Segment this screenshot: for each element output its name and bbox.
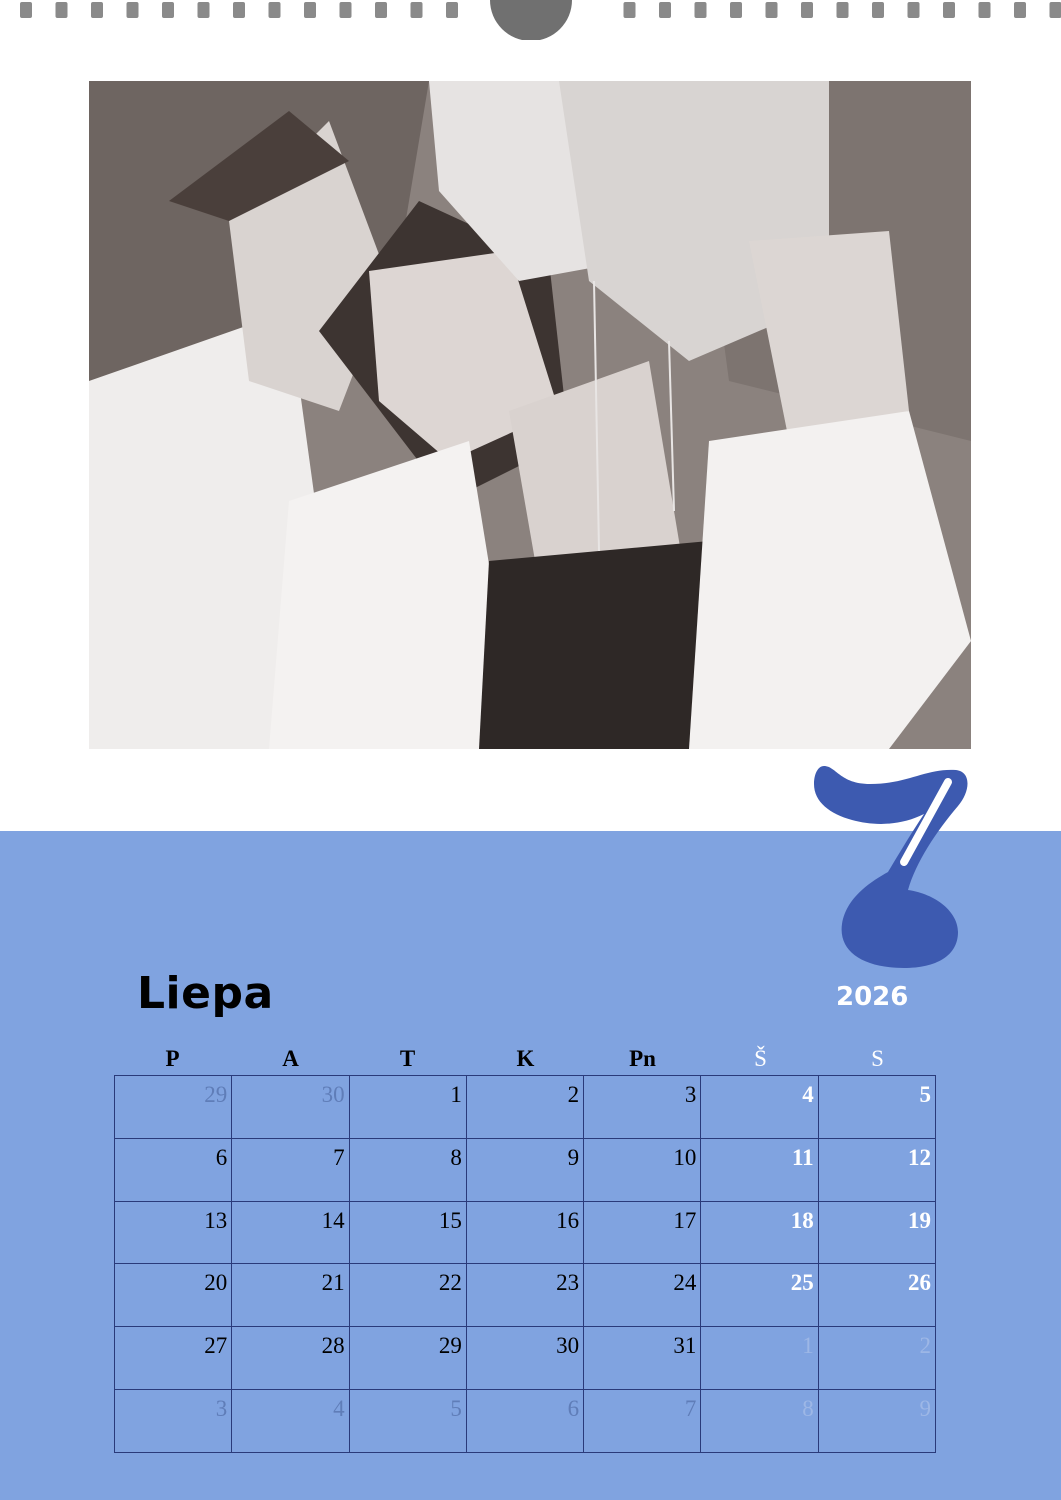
day-cell: 4 [232,1390,349,1453]
day-cell: 25 [701,1264,818,1327]
day-cell: 3 [584,1076,701,1139]
binding-ring [20,2,32,18]
year-label: 2026 [836,982,909,1012]
binding-ring [695,2,707,18]
day-cell: 1 [349,1076,466,1139]
binding-ring [340,2,352,18]
day-cell: 22 [349,1264,466,1327]
day-cell: 24 [584,1264,701,1327]
weekday-header: P [165,1046,180,1071]
weekday-header: A [282,1046,299,1071]
binding-ring [269,2,281,18]
family-photo [89,81,971,749]
weekday-header: S [871,1046,884,1071]
spiral-binding [0,0,1061,40]
day-cell: 27 [115,1327,232,1390]
day-cell: 26 [818,1264,935,1327]
month-name: Liepa [137,968,274,1019]
day-cell: 6 [115,1138,232,1201]
day-cell: 29 [349,1327,466,1390]
hanger-notch [490,0,572,40]
week-row [115,1138,936,1201]
day-cell: 7 [584,1390,701,1453]
day-cell: 8 [349,1138,466,1201]
day-cell: 8 [701,1390,818,1453]
day-cell: 4 [701,1076,818,1139]
binding-ring [659,2,671,18]
binding-ring [304,2,316,18]
binding-ring [375,2,387,18]
day-cell: 29 [115,1076,232,1139]
day-cell: 16 [466,1201,583,1264]
day-cell: 21 [232,1264,349,1327]
day-cell: 15 [349,1201,466,1264]
binding-ring [1050,2,1061,18]
binding-ring [198,2,210,18]
month-number-graphic [808,762,970,968]
calendar-grid [114,1075,936,1453]
week-row [115,1076,936,1139]
day-cell: 5 [349,1390,466,1453]
day-cell: 2 [818,1327,935,1390]
week-row [115,1327,936,1390]
day-cell: 13 [115,1201,232,1264]
binding-ring [1014,2,1026,18]
binding-ring [446,2,458,18]
day-cell: 7 [232,1138,349,1201]
binding-ring [872,2,884,18]
day-cell: 23 [466,1264,583,1327]
week-row [115,1390,936,1453]
weekday-header: K [516,1046,535,1071]
weekday-header: T [399,1046,416,1071]
day-cell: 28 [232,1327,349,1390]
binding-ring [127,2,139,18]
day-cell: 3 [115,1390,232,1453]
binding-ring [56,2,68,18]
day-cell: 30 [466,1327,583,1390]
day-cell: 14 [232,1201,349,1264]
binding-ring [943,2,955,18]
day-cell: 19 [818,1201,935,1264]
binding-ring [730,2,742,18]
binding-ring [233,2,245,18]
binding-ring [979,2,991,18]
day-cell: 10 [584,1138,701,1201]
binding-ring [411,2,423,18]
day-cell: 11 [701,1138,818,1201]
binding-ring [162,2,174,18]
day-cell: 20 [115,1264,232,1327]
binding-ring [837,2,849,18]
weekday-header: Š [754,1046,767,1071]
day-cell: 12 [818,1138,935,1201]
day-cell: 6 [466,1390,583,1453]
week-row [115,1201,936,1264]
day-cell: 9 [818,1390,935,1453]
day-cell: 2 [466,1076,583,1139]
weekday-header: Pn [629,1046,656,1071]
binding-ring [908,2,920,18]
binding-ring [91,2,103,18]
day-cell: 18 [701,1201,818,1264]
binding-ring [766,2,778,18]
day-cell: 9 [466,1138,583,1201]
day-cell: 17 [584,1201,701,1264]
binding-ring [801,2,813,18]
day-cell: 1 [701,1327,818,1390]
binding-ring [624,2,636,18]
day-cell: 30 [232,1076,349,1139]
day-cell: 31 [584,1327,701,1390]
day-cell: 5 [818,1076,935,1139]
week-row [115,1264,936,1327]
